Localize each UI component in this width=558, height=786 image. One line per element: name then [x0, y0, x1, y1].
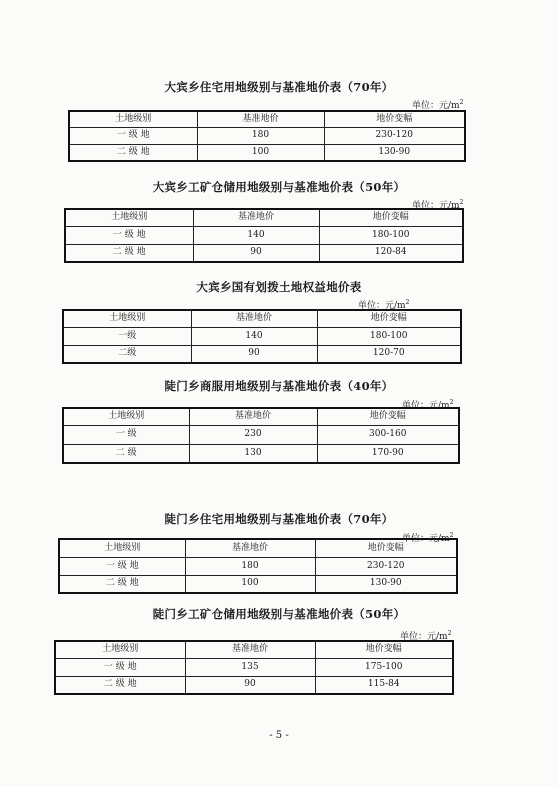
- table-cell: 二级: [63, 345, 191, 363]
- header-cell: 基准地价: [191, 310, 317, 327]
- table-cell: 180-100: [317, 327, 461, 345]
- price-table: [64, 208, 464, 263]
- table-cell: 90: [191, 345, 317, 363]
- header-cell: 地价变幅: [315, 641, 453, 658]
- table-cell: 一 级 地: [69, 127, 197, 144]
- table-cell: 120-84: [319, 244, 463, 262]
- price-table: [58, 538, 458, 594]
- table-cell: 180-100: [319, 226, 463, 244]
- table-row: [63, 425, 459, 444]
- header-cell: 地价变幅: [324, 111, 465, 127]
- table-header-row: [65, 209, 463, 226]
- table-cell: 130-90: [324, 144, 465, 161]
- table-cell: 230: [189, 425, 317, 444]
- unit-label: 单位：元$/m^2$: [412, 99, 464, 111]
- header-cell: 土地级别: [65, 209, 193, 226]
- table-cell: 一 级 地: [55, 658, 185, 676]
- table-cell: 175-100: [315, 658, 453, 676]
- header-cell: 土地级别: [63, 408, 189, 425]
- table-title: 陡门乡工矿仓储用地级别与基准地价表（50年）: [152, 607, 406, 621]
- table-cell: 180: [197, 127, 324, 144]
- table-title: 大宾乡工矿仓储用地级别与基准地价表（50年）: [152, 180, 406, 194]
- header-cell: 土地级别: [69, 111, 197, 127]
- table-cell: 二 级 地: [69, 144, 197, 161]
- table-cell: 170-90: [317, 444, 459, 463]
- table-header-row: [63, 310, 461, 327]
- table-cell: 140: [191, 327, 317, 345]
- price-table: [68, 110, 466, 162]
- price-table: [54, 640, 454, 695]
- unit-label: 单位：元$/m^2$: [402, 532, 454, 544]
- table-row: [69, 144, 465, 161]
- unit-label: 单位：元$/m^2$: [400, 630, 452, 642]
- header-cell: 基准地价: [185, 539, 315, 557]
- table-cell: 一级: [63, 327, 191, 345]
- table-cell: 二 级 地: [65, 244, 193, 262]
- unit-label: 单位：元$/m^2$: [402, 399, 454, 411]
- table-cell: 130-90: [315, 575, 457, 593]
- table-cell: 120-70: [317, 345, 461, 363]
- header-cell: 基准地价: [197, 111, 324, 127]
- table-row: [63, 444, 459, 463]
- table-header-row: [69, 111, 465, 127]
- table-cell: 90: [193, 244, 319, 262]
- table-cell: 230-120: [324, 127, 465, 144]
- table-title: 陡门乡住宅用地级别与基准地价表（70年）: [164, 512, 394, 526]
- header-cell: 基准地价: [185, 641, 315, 658]
- table-title: 大宾乡住宅用地级别与基准地价表（70年）: [164, 80, 394, 94]
- table-header-row: [63, 408, 459, 425]
- header-cell: 地价变幅: [317, 310, 461, 327]
- table-header-row: [55, 641, 453, 658]
- table-cell: 180: [185, 557, 315, 575]
- table-cell: 二 级: [63, 444, 189, 463]
- header-cell: 基准地价: [189, 408, 317, 425]
- table-cell: 二 级 地: [55, 676, 185, 694]
- table-cell: 300-160: [317, 425, 459, 444]
- table-cell: 135: [185, 658, 315, 676]
- header-cell: 土地级别: [63, 310, 191, 327]
- table-cell: 100: [197, 144, 324, 161]
- table-row: [69, 127, 465, 144]
- table-row: [63, 327, 461, 345]
- page-number: - 5 -: [269, 730, 289, 741]
- table-row: [55, 676, 453, 694]
- header-cell: 地价变幅: [315, 539, 457, 557]
- table-row: [65, 226, 463, 244]
- table-cell: 115-84: [315, 676, 453, 694]
- table-cell: 一 级: [63, 425, 189, 444]
- unit-label: 单位：元$/m^2$: [412, 199, 464, 211]
- table-row: [55, 658, 453, 676]
- price-table: [62, 407, 460, 464]
- table-header-row: [59, 539, 457, 557]
- header-cell: 基准地价: [193, 209, 319, 226]
- table-cell: 一 级 地: [59, 557, 185, 575]
- price-table: [62, 309, 462, 364]
- table-cell: 140: [193, 226, 319, 244]
- table-cell: 100: [185, 575, 315, 593]
- header-cell: 土地级别: [59, 539, 185, 557]
- unit-label: 单位：元$/m^2$: [358, 299, 410, 311]
- header-cell: 地价变幅: [317, 408, 459, 425]
- table-row: [63, 345, 461, 363]
- table-cell: 一 级 地: [65, 226, 193, 244]
- table-row: [59, 557, 457, 575]
- table-title: 陡门乡商服用地级别与基准地价表（40年）: [164, 379, 394, 393]
- table-cell: 130: [189, 444, 317, 463]
- table-row: [59, 575, 457, 593]
- table-cell: 二 级 地: [59, 575, 185, 593]
- table-row: [65, 244, 463, 262]
- table-cell: 230-120: [315, 557, 457, 575]
- header-cell: 地价变幅: [319, 209, 463, 226]
- header-cell: 土地级别: [55, 641, 185, 658]
- table-title: 大宾乡国有划拨土地权益地价表: [196, 280, 362, 294]
- table-cell: 90: [185, 676, 315, 694]
